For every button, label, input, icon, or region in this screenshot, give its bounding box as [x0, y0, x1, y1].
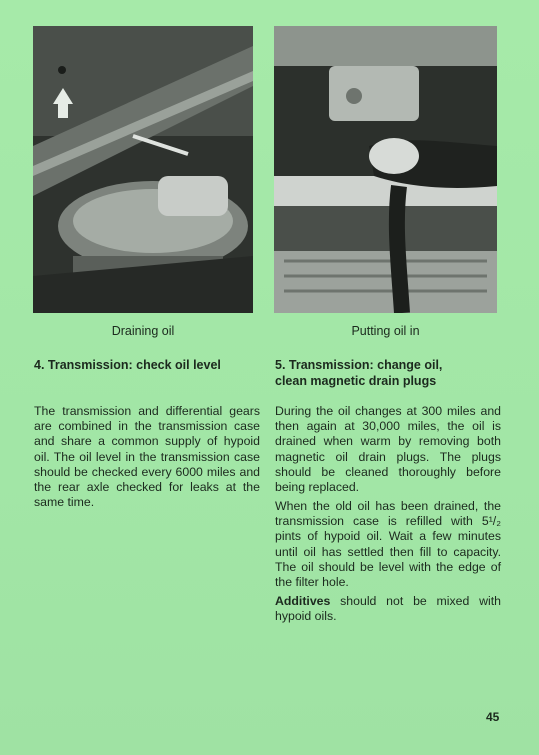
- paragraph-refill-instructions: When the old oil has been drained, the transmission case is refilled with 5¹/₂ pints of hypoid oil. Wait a few minutes until oil has settled then fill to capacity. The oil should be level with the edge of the filter hole.: [275, 499, 501, 590]
- heading-change-oil-line1: 5. Transmission: change oil,: [275, 358, 443, 372]
- photo-draining-oil: [33, 26, 253, 313]
- draining-oil-illustration: [33, 26, 253, 313]
- heading-change-oil: [275, 357, 500, 389]
- putting-oil-in-illustration: [274, 26, 497, 313]
- caption-draining-oil: Draining oil: [111, 324, 175, 338]
- page-number: 45: [486, 710, 500, 724]
- caption-putting-oil-in: Putting oil in: [351, 324, 420, 338]
- paragraph-oil-change-intervals: During the oil changes at 300 miles and then again at 30,000 miles, the oil is drained when warm by removing both magnetic oil drain plugs. The plugs should be cleaned thoroughly before being replaced.: [275, 404, 501, 495]
- additives-label: Additives: [275, 594, 331, 608]
- paragraph-additives-warning: [275, 594, 501, 624]
- paragraph-check-oil-level: The transmission and differential gears are combined in the transmission case and share a common supply of hypoid oil. The oil level in the transmission case should be checked every 6000 miles and the rear axle checked for leaks at the same time.: [34, 404, 260, 510]
- heading-check-oil-level: 4. Transmission: check oil level: [34, 358, 221, 372]
- additives-text: should not be mixed with hypoid oils.: [275, 594, 501, 624]
- photo-putting-oil-in: [274, 26, 497, 313]
- heading-change-oil-line2: clean magnetic drain plugs: [275, 374, 437, 388]
